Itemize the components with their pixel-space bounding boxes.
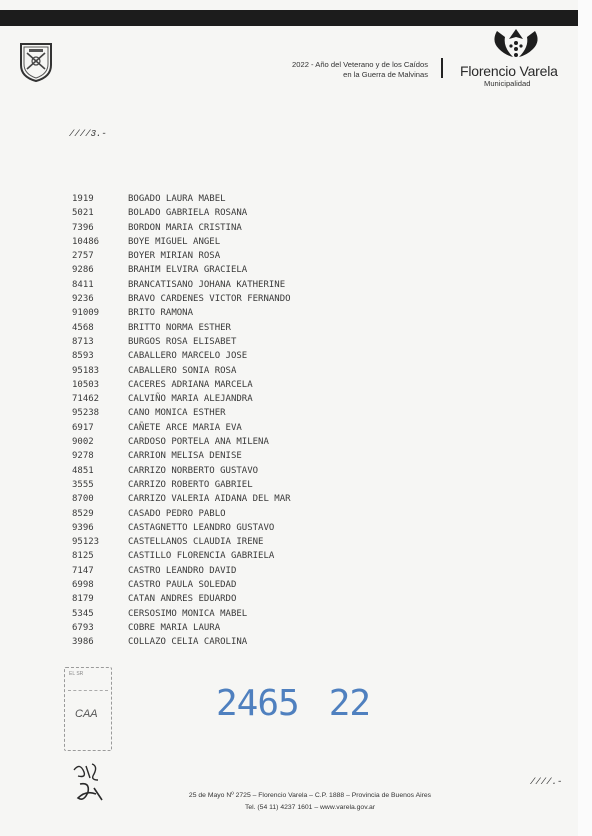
entry-number: 7147 xyxy=(72,565,94,576)
footer-contact: Tel. (54 11) 4237 1601 – www.varela.gov.ar xyxy=(244,804,376,811)
list-item xyxy=(72,278,291,292)
entry-number: 10486 xyxy=(72,236,100,247)
list-item xyxy=(72,406,291,420)
list-item xyxy=(72,392,291,406)
entry-number: 8125 xyxy=(72,551,94,562)
entry-number: 6917 xyxy=(72,422,94,433)
entry-number: 9002 xyxy=(72,437,94,448)
entry-number: 95238 xyxy=(72,408,100,419)
entry-number: 95183 xyxy=(72,365,100,376)
list-item xyxy=(72,421,291,435)
entry-name: CARRION MELISA DENISE xyxy=(128,451,242,462)
footer-address: 25 de Mayo Nº 2725 – Florencio Varela – C.P. 1888 – Provincia de Buenos Aires xyxy=(188,792,432,799)
list-item xyxy=(72,364,291,378)
entry-number: 8593 xyxy=(72,351,94,362)
list-item xyxy=(72,378,291,392)
list-item xyxy=(72,435,291,449)
entry-number: 9286 xyxy=(72,265,94,276)
list-item xyxy=(72,549,291,563)
entry-name: BRAHIM ELVIRA GRACIELA xyxy=(128,265,248,276)
entry-number: 10503 xyxy=(72,379,100,390)
entry-number: 8411 xyxy=(72,279,94,290)
motto-line-2: en la Guerra de Malvinas xyxy=(343,70,428,79)
entry-number: 1919 xyxy=(72,194,94,204)
entry-name: BOLADO GABRIELA ROSANA xyxy=(128,208,248,219)
list-item xyxy=(72,192,291,206)
entry-name: CASTILLO FLORENCIA GABRIELA xyxy=(128,551,275,562)
entry-name: BOYE MIGUEL ANGEL xyxy=(128,236,221,247)
entry-name: CASTAGNETTO LEANDRO GUSTAVO xyxy=(128,522,275,533)
list-item xyxy=(72,492,291,506)
entry-number: 9236 xyxy=(72,294,94,305)
entry-name: BRITO RAMONA xyxy=(128,308,194,319)
entry-name: CABALLERO MARCELO JOSE xyxy=(128,351,248,362)
page-footer xyxy=(160,790,460,814)
stamp-header-text: EL SR xyxy=(69,671,84,677)
entry-number: 9396 xyxy=(72,522,94,533)
list-item xyxy=(72,478,291,492)
florencio-varela-logo-icon xyxy=(489,29,543,63)
entry-name: CASTRO LEANDRO DAVID xyxy=(128,565,237,576)
list-item xyxy=(72,507,291,521)
logo-subtitle: Municipalidad xyxy=(484,79,531,88)
entry-number: 3555 xyxy=(72,479,94,490)
entry-number: 3986 xyxy=(72,637,94,648)
entry-name: CASTRO PAULA SOLEDAD xyxy=(128,580,237,591)
entry-name: CASADO PEDRO PABLO xyxy=(128,508,226,519)
registry-list xyxy=(72,192,291,650)
entry-name: CACERES ADRIANA MARCELA xyxy=(128,379,253,390)
entry-number: 5021 xyxy=(72,208,94,219)
entry-name: CALVIÑO MARIA ALEJANDRA xyxy=(128,394,253,405)
list-item xyxy=(72,292,291,306)
municipal-crest-icon xyxy=(18,41,54,83)
list-item xyxy=(72,592,291,606)
list-item xyxy=(72,235,291,249)
continuation-mark: ////.- xyxy=(530,777,563,787)
entry-name: BORDON MARIA CRISTINA xyxy=(128,222,242,233)
logo-name: Florencio Varela xyxy=(460,63,558,79)
entry-number: 8529 xyxy=(72,508,94,519)
expediente-year: 22 xyxy=(328,683,371,724)
reception-stamp xyxy=(64,667,112,751)
list-item xyxy=(72,249,291,263)
list-item xyxy=(72,449,291,463)
entry-number: 2757 xyxy=(72,251,94,262)
entry-number: 7396 xyxy=(72,222,94,233)
entry-name: BRITTO NORMA ESTHER xyxy=(128,322,231,333)
list-item xyxy=(72,221,291,235)
stamp-handwritten-mark: CAA xyxy=(75,708,98,720)
entry-name: CARRIZO VALERIA AIDANA DEL MAR xyxy=(128,494,291,505)
entry-name: CAÑETE ARCE MARIA EVA xyxy=(128,422,242,433)
list-item xyxy=(72,206,291,220)
entry-number: 5345 xyxy=(72,608,94,619)
entry-number: 4851 xyxy=(72,465,94,476)
list-item xyxy=(72,263,291,277)
entry-name: CARDOSO PORTELA ANA MILENA xyxy=(128,437,269,448)
entry-number: 4568 xyxy=(72,322,94,333)
entry-number: 8713 xyxy=(72,336,94,347)
list-item xyxy=(72,607,291,621)
entry-number: 9278 xyxy=(72,451,94,462)
entry-number: 95123 xyxy=(72,537,100,548)
entry-name: BOYER MIRIAN ROSA xyxy=(128,251,221,262)
expediente-stamp xyxy=(216,683,370,724)
entry-number: 8179 xyxy=(72,594,94,605)
list-item xyxy=(72,464,291,478)
entry-name: CARRIZO NORBERTO GUSTAVO xyxy=(128,465,259,476)
entry-name: CATAN ANDRES EDUARDO xyxy=(128,594,237,605)
list-item xyxy=(72,578,291,592)
expediente-number: 2465 xyxy=(216,683,299,724)
list-item xyxy=(72,349,291,363)
header-separator xyxy=(441,58,443,78)
entry-name: CERSOSIMO MONICA MABEL xyxy=(128,608,248,619)
entry-name: COBRE MARIA LAURA xyxy=(128,622,221,633)
year-motto xyxy=(240,60,428,80)
entry-name: BRANCATISANO JOHANA KATHERINE xyxy=(128,279,286,290)
list-item xyxy=(72,521,291,535)
handwritten-signature xyxy=(70,760,110,804)
page-mark: ////3.- xyxy=(69,129,107,139)
entry-number: 71462 xyxy=(72,394,100,405)
list-item xyxy=(72,635,291,649)
entry-name: CABALLERO SONIA ROSA xyxy=(128,365,237,376)
entry-name: CARRIZO ROBERTO GABRIEL xyxy=(128,479,253,490)
stamp-divider xyxy=(68,690,108,691)
entry-name: BURGOS ROSA ELISABET xyxy=(128,336,237,347)
entry-name: COLLAZO CELIA CAROLINA xyxy=(128,637,248,648)
entry-number: 6793 xyxy=(72,622,94,633)
entry-number: 91009 xyxy=(72,308,100,319)
motto-line-1: 2022 - Año del Veterano y de los Caídos xyxy=(292,60,428,69)
list-item xyxy=(72,564,291,578)
entry-number: 8700 xyxy=(72,494,94,505)
entry-name: CASTELLANOS CLAUDIA IRENE xyxy=(128,537,264,548)
entry-name: BRAVO CARDENES VICTOR FERNANDO xyxy=(128,294,291,305)
scan-right-edge xyxy=(578,0,592,836)
scan-top-bar xyxy=(0,10,578,26)
list-item xyxy=(72,321,291,335)
list-item xyxy=(72,621,291,635)
entry-name: CANO MONICA ESTHER xyxy=(128,408,226,419)
entry-name: BOGADO LAURA MABEL xyxy=(128,194,226,204)
list-item xyxy=(72,535,291,549)
list-item xyxy=(72,335,291,349)
list-item xyxy=(72,306,291,320)
entry-number: 6998 xyxy=(72,580,94,591)
